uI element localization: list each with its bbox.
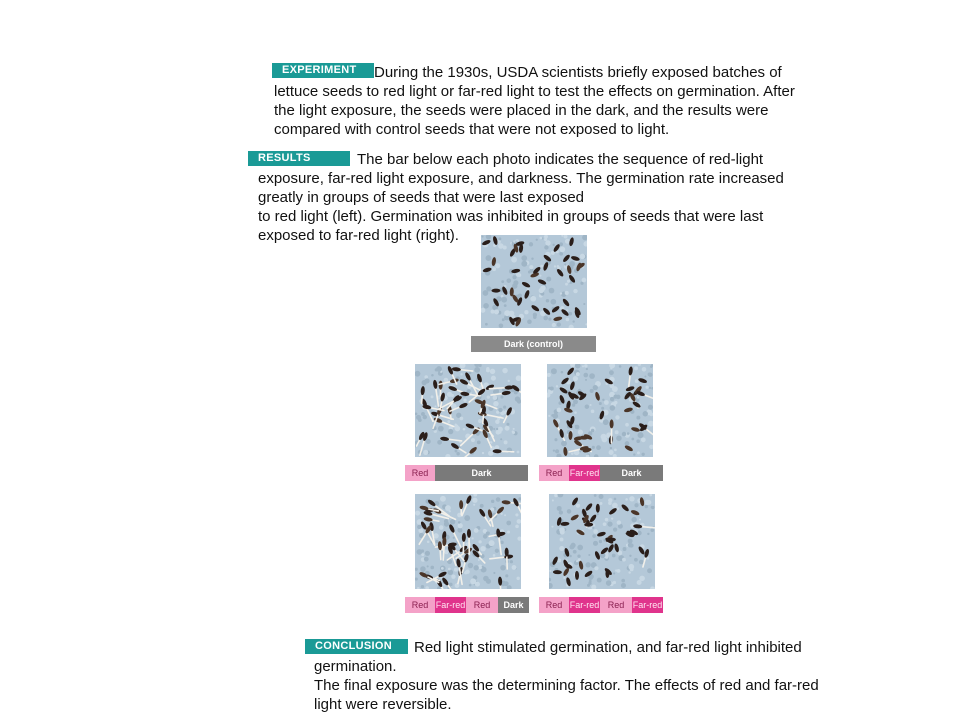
conclusion-text [314,638,819,714]
experiment-text [274,63,795,139]
conclusion-line: light were reversible. [314,696,452,713]
segment-red: Red [539,465,569,481]
results-tag: RESULTS [248,151,350,166]
conclusion-tag: CONCLUSION [305,639,408,654]
sequence-bar-red-farred-red-farred [539,597,663,613]
results-line: greatly in groups of seeds that were last exposed [258,189,585,206]
seed-photo-red-farred-red-dark [415,494,521,589]
segment-dark: Dark [435,465,528,481]
results-text [258,150,784,245]
results-line: exposed to far-red light (right). [258,227,459,244]
segment-dark: Dark [600,465,663,481]
sequence-bar-red-farred-dark [539,465,663,481]
sequence-bar-red-farred-red-dark [405,597,529,613]
segment-red: Red [405,465,435,481]
sequence-bar-control [471,336,596,352]
seed-photo-red-farred-red-farred [549,494,655,589]
seed-photo-image [547,364,653,457]
segment-red: Red [600,597,632,613]
experiment-line: lettuce seeds to red light or far-red light to test the effects on germination. After [274,83,795,100]
experiment-tag: EXPERIMENT [272,63,374,78]
seed-photo-image [549,494,655,589]
segment-far-red: Far-red [569,465,600,481]
results-line: to red light (left). Germination was inhibited in groups of seeds that were last [258,208,764,225]
segment-red: Red [539,597,569,613]
seed-photo-image [415,494,521,589]
segment-far-red: Far-red [435,597,466,613]
seed-photo-image [415,364,521,457]
conclusion-line: Red light stimulated germination, and far-red light inhibited [414,639,802,656]
segment-far-red: Far-red [569,597,600,613]
results-line: The bar below each photo indicates the sequence of red-light [357,151,764,168]
seed-photo-image [481,235,587,328]
conclusion-line: The final exposure was the determining factor. The effects of red and far-red [314,677,819,694]
segment-red: Red [405,597,435,613]
seed-photo-red-dark [415,364,521,457]
results-line: exposure, far-red light exposure, and darkness. The germination rate increased [258,170,784,187]
experiment-line: During the 1930s, USDA scientists briefly exposed batches of [374,64,782,81]
segment-dark-control: Dark (control) [471,336,596,352]
seed-photo-control [481,235,587,328]
seed-photo-red-farred-dark [547,364,653,457]
experiment-line: compared with control seeds that were not exposed to light. [274,121,670,138]
experiment-line: the light exposure, the seeds were placed in the dark, and the results were [274,102,769,119]
segment-dark: Dark [498,597,529,613]
segment-red: Red [466,597,498,613]
segment-far-red: Far-red [632,597,663,613]
sequence-bar-red-dark [405,465,528,481]
conclusion-line: germination. [314,658,397,675]
